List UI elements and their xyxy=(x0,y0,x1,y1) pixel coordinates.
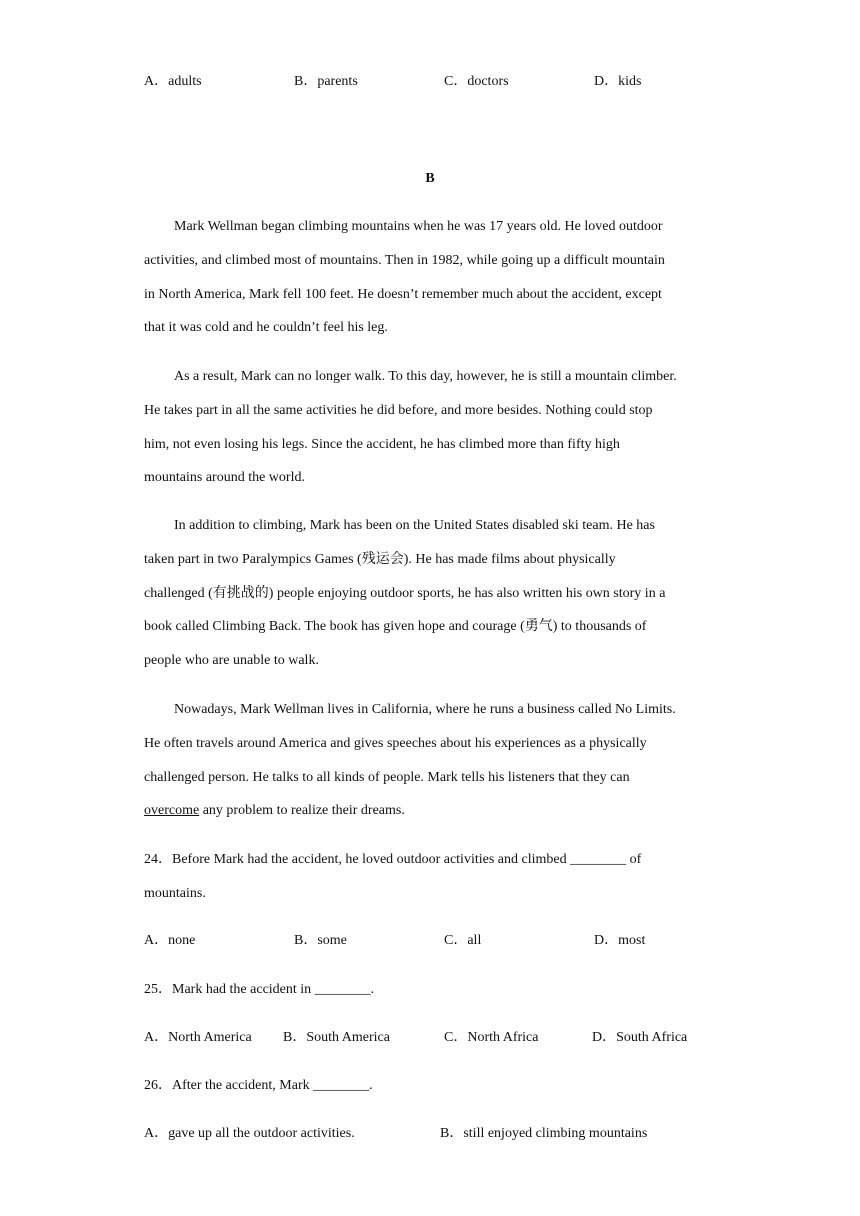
q23-option-b: B．parents xyxy=(294,74,358,89)
paragraph-line: taken part in two Paralympics Games (残运会). He has made films about physically xyxy=(144,551,616,567)
q23-options xyxy=(144,71,764,93)
underlined-word: overcome xyxy=(144,803,200,819)
paragraph-line: book called Climbing Back. The book has given hope and courage (勇气) to thousands of xyxy=(144,619,647,635)
passage-paragraph-3 xyxy=(144,509,724,678)
paragraph-line: challenged (有挑战的) people enjoying outdoor sports, he has also written his own story in a xyxy=(144,585,666,601)
q25-option-a: A．North America xyxy=(144,1030,252,1045)
paragraph-line-rest: any problem to realize their dreams. xyxy=(199,803,405,819)
q24-option-b: B．some xyxy=(294,933,347,948)
paragraph-line: Mark Wellman began climbing mountains when he was 17 years old. He loved outdoor xyxy=(174,219,663,234)
paragraph-line: mountains around the world. xyxy=(144,470,305,486)
paragraph-line: him, not even losing his legs. Since the accident, he has climbed more than fifty high xyxy=(144,436,620,452)
question-stem: mountains. xyxy=(144,885,206,901)
q25-option-b: B．South America xyxy=(283,1030,390,1045)
q23-option-d: D．kids xyxy=(594,74,642,89)
q25-option-d: D．South Africa xyxy=(592,1030,688,1045)
question-25 xyxy=(144,973,724,1007)
q23-option-c: C．doctors xyxy=(444,74,509,89)
paragraph-line: He often travels around America and gives speeches about his experiences as a physically xyxy=(144,735,647,751)
question-stem: 25．Mark had the accident in ________. xyxy=(144,982,375,997)
q23-option-a: A．adults xyxy=(144,74,202,89)
question-24 xyxy=(144,843,724,911)
paragraph-line: in North America, Mark fell 100 feet. He doesn’t remember much about the accident, except xyxy=(144,286,662,302)
paragraph-line: challenged person. He talks to all kinds of people. Mark tells his listeners that they can xyxy=(144,769,630,785)
question-stem: 26．After the accident, Mark ________. xyxy=(144,1078,373,1093)
question-26 xyxy=(144,1069,724,1103)
paragraph-line: people who are unable to walk. xyxy=(144,653,319,669)
paragraph-line: He takes part in all the same activities he did before, and more besides. Nothing could stop xyxy=(144,402,653,418)
q26-option-a: A．gave up all the outdoor activities. xyxy=(144,1126,355,1141)
paragraph-line: Nowadays, Mark Wellman lives in California, where he runs a business called No Limits. xyxy=(174,702,676,717)
paragraph-line: that it was cold and he couldn’t feel his leg. xyxy=(144,320,388,336)
question-stem: 24．Before Mark had the accident, he loved outdoor activities and climbed ________ of xyxy=(144,852,642,867)
paragraph-line xyxy=(144,794,724,828)
q26-options xyxy=(144,1123,764,1145)
q24-option-d: D．most xyxy=(594,933,646,948)
q26-option-b: B．still enjoyed climbing mountains xyxy=(440,1126,648,1141)
paragraph-line: As a result, Mark can no longer walk. To this day, however, he is still a mountain climber. xyxy=(174,369,677,384)
section-title: B xyxy=(425,171,435,186)
passage-paragraph-2 xyxy=(144,360,724,495)
passage-paragraph-4 xyxy=(144,693,724,828)
q25-option-c: C．North Africa xyxy=(444,1030,539,1045)
paragraph-line: activities, and climbed most of mountains. Then in 1982, while going up a difficult mountain xyxy=(144,252,665,268)
passage-paragraph-1 xyxy=(144,210,724,345)
q24-option-a: A．none xyxy=(144,933,196,948)
paragraph-line: In addition to climbing, Mark has been on the United States disabled ski team. He has xyxy=(174,518,655,533)
q25-options xyxy=(144,1027,764,1049)
q24-options xyxy=(144,930,764,952)
q24-option-c: C．all xyxy=(444,933,482,948)
